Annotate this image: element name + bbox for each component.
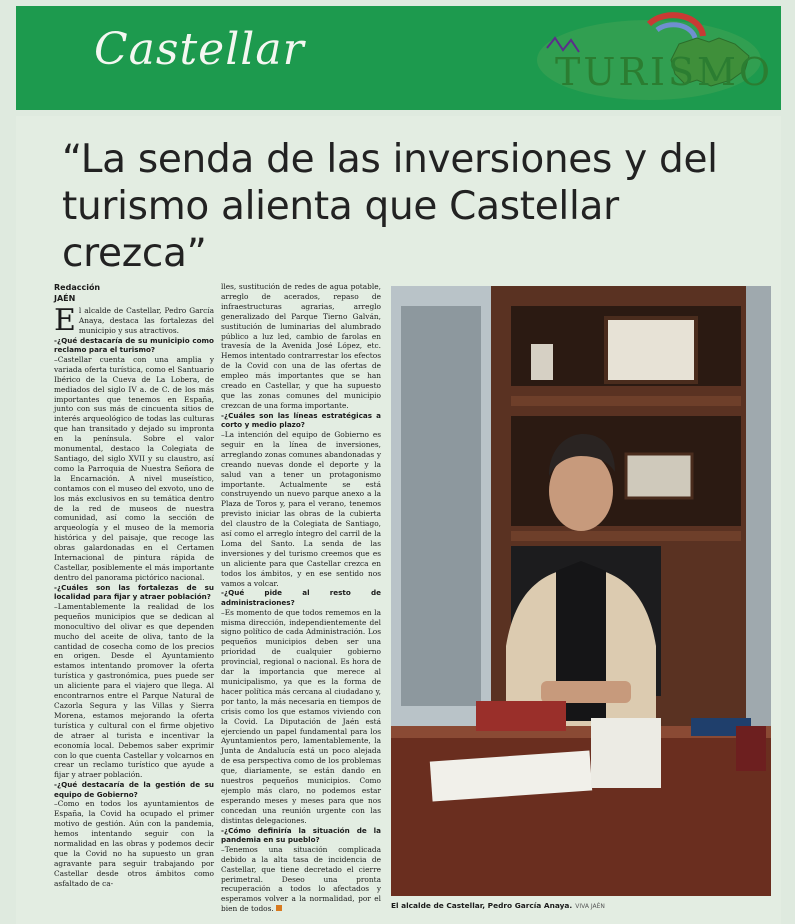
photo-caption [391,901,605,910]
question-4: -¿Cuáles son las líneas estratégicas a corto y medio plazo? [221,410,381,430]
answer-6-text: –Tenemos una situación complicada debido a la alta tasa de incidencia de Castellar, que tiene decretado el cierre perimetral. Deseo una pronta recuperación a todos lo afectados y esperamos volver a la normalidad, por el bien de todos. [221,844,381,914]
question-3: -¿Qué destacaría de la gestión de su equipo de Gobierno? [54,780,214,799]
answer-3-continued: lles, sustitución de redes de agua potable, arreglo de acerados, repaso de infraestructuras agrarias, arreglo generalizado del Parque Tierno Galván, sustitución de luminarias del alumbrado público a luz led, cambio de farolas en travesía de la Avenida José López, etc. Hemos intentado contrarrestar los efectos de la Covid con una de las ofertas de empleo más importantes que se han creado en Castellar, y que ha supuesto que las zonas comunes del municipio crezcan de una forma importante. [221,282,381,410]
banner-title: Castellar [94,24,305,75]
question-6: -¿Cómo definiría la situación de la pandemia en su pueblo? [221,825,381,845]
intro-text: l alcalde de Castellar, Pedro García Anaya, destaca las fortalezas del municipio y sus atractivos. [78,306,214,335]
photo-credit: VIVA JAÉN [575,903,605,910]
mayor-photo [391,286,771,896]
answer-6 [221,845,381,914]
byline-author: Redacción [54,283,101,292]
question-1: -¿Qué destacaría de su municipio como reclamo para el turismo? [54,335,214,355]
answer-2: –Lamentablemente la realidad de los pequeños municipios que se dedican al monocultivo del olivar es que dependen mucho del aceite de oliva, tanto de la cantidad de cosecha como de los precios en origen. Desde el Ayuntamiento estamos intentando promover la oferta turística y gastronómica, pues puede ser un aliciente para el viajero que llega. Al encontrarnos entre el Parque Natural de Cazorla Segura y las Villas y Sierra Morena, estamos mejorando la oferta turística y cultural con el firme objetivo de atraer al turista e incentivar la economía local. Debemos saber exprimir con lo que cuenta Castellar y volcarnos en crear un reclamo turístico que ayude a fijar y atraer población. [54,601,214,780]
logo-text: TURISMO [555,50,774,94]
byline [54,282,100,304]
headline: “La senda de las inversiones y del turismo alienta que Castellar crezca” [62,137,718,276]
intro-paragraph [54,303,214,338]
text-column-1 [54,303,214,889]
turismo-logo [529,10,774,106]
banner [16,6,781,110]
caption-text: El alcalde de Castellar, Pedro García Anaya. [391,901,573,910]
question-2: -¿Cuáles son las fortalezas de su localidad para fijar y atraer población? [54,582,214,602]
text-column-2 [221,282,381,914]
answer-1: –Castellar cuenta con una amplia y variada oferta turística, como el Santuario Ibérico de la Cueva de La Lobera, de mediados del siglo IV a. de C. de los más importantes que tenemos en España, junto con sus más de cincuenta sitios de interés arqueológico de todas las culturas que han transitado y dejado su impronta en la península. Sobre el valor monumental, destaco la Colegiata de Santiago, del siglo XVII y su claustro, así como la Parroquia de Nuestra Señora de la Encarnación. A nivel museístico, contamos con el museo del exvoto, uno de los más exclusivos en su temática dentro de la red de museos de nuestra comunidad, así como la sección de arqueología y el museo de la memoria histórica y del paisaje, que recoge las obras galardonadas en el Certamen Internacional de pintura rápida de Castellar, posiblemente el más importante dentro del panorama pictórico nacional. [54,354,214,582]
answer-4: –La intención del equipo de Gobierno es seguir en la línea de inversiones, arreglando zonas comunes abandonadas y creando nuevas donde el deporte y la salud van a tener un protagonismo importante. Actualmente se está construyendo un nuevo parque anexo a la Plaza de Toros y, para el verano, tenemos previsto iniciar las obras de la cubierta del claustro de la Colegiata de Santiago, así como el arreglo íntegro del carril de la Loma del Santo. La senda de las inversiones y del turismo creemos que es un aliciente para que Castellar crezca en todos los ámbitos, y en ese sentido nos vamos a volcar. [221,429,381,588]
end-mark-icon [276,905,282,911]
question-5: -¿Qué pide al resto de administraciones? [221,588,381,608]
answer-5: –Es momento de que todos rememos en la misma dirección, independientemente del signo político de cada Administración. Los pequeños municipios deben ser una prioridad de cualquier gobierno provincial, regional o nacional. Es hora de dar la importancia que merece al municipalismo, ya que es la forma de hacer política más cercana al ciudadano y, por tanto, la más necesaria en tiempos de crisis como los que estamos viviendo con la Covid. La Diputación de Jaén está ejerciendo un papel fundamental para los Ayuntamientos pero, lamentablemente, la Junta de Andalucía está un poco alejada de esa perspectiva como de los problemas que, diariamente, se están dando en nuestros pequeños municipios. Como ejemplo más claro, no podemos estar esperando meses y meses para que nos concedan una reunión urgente con las distintas delegaciones. [221,607,381,825]
drop-cap: E [54,303,76,338]
byline-place: JAÉN [54,294,76,303]
mayor-photo-illustration [391,286,771,896]
article [16,116,781,924]
answer-3: –Como en todos los ayuntamientos de España, la Covid ha ocupado el primer motivo de gestión. Aún con la pandemia, hemos intentando seguir con la normalidad en las obras y podemos decir que la Covid no ha supuesto un gran agravante para seguir trabajando por Castellar desde otros ámbitos como asfaltado de ca- [54,799,214,888]
